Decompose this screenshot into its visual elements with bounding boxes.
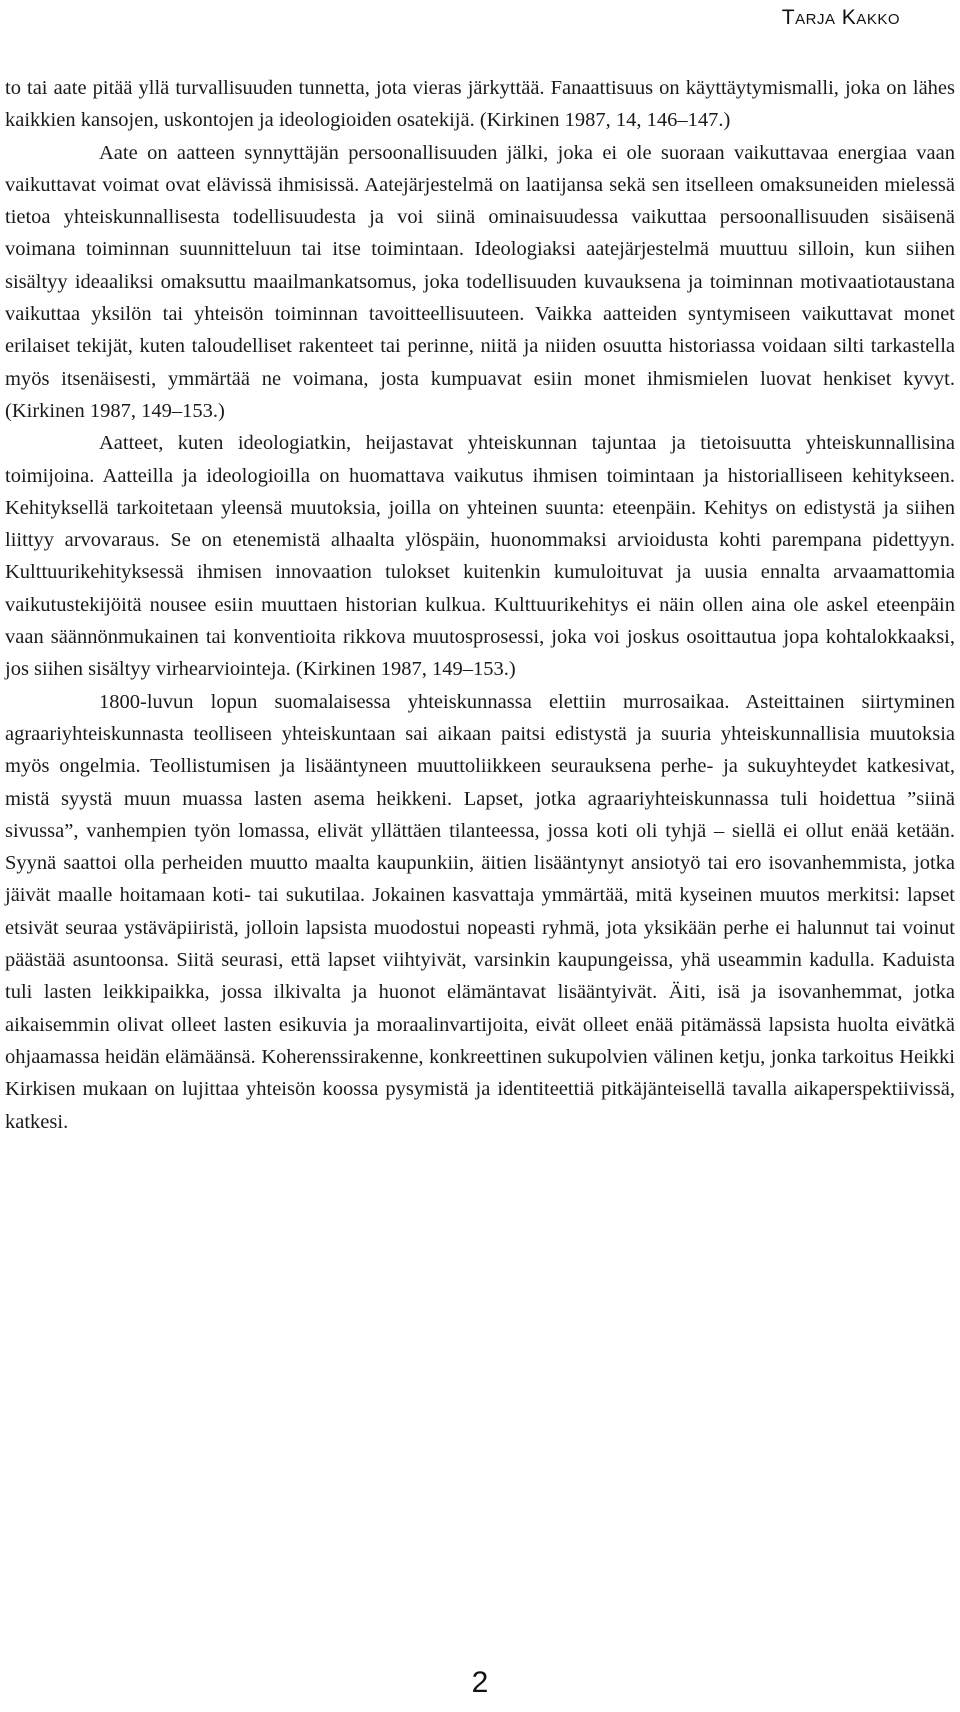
running-head-author: Tarja Kakko xyxy=(781,6,900,29)
body-text xyxy=(5,72,955,1138)
paragraph-4: 1800-luvun lopun suomalaisessa yhteiskunnassa elettiin murrosaikaa. Asteittainen siirtyminen agraariyhteiskunnasta teolliseen yhteiskuntaan sai aikaan paitsi edistystä ja suuria yhteiskunnallisia muutoksia myös ongelmia. Teollistumisen ja lisääntyneen muuttoliikkeen seurauksena perhe- ja sukuyhteydet katkesivat, mistä syystä muun muassa lasten asema heikkeni. Lapset, jotka agraariyhteiskunnassa tuli hoidettua ”siinä sivussa”, vanhempien työn lomassa, elivät yllättäen tilanteessa, jossa koti oli tyhjä – siellä ei ollut enää ketään. Syynä saattoi olla perheiden muutto maalta kaupunkiin, äitien lisääntynyt ansiotyö tai ero isovanhemmista, jotka jäivät maalle hoitamaan koti- tai sukutilaa. Jokainen kasvattaja ymmärtää, mitä kyseinen muutos merkitsi: lapset etsivät seuraa ystäväpiiristä, jolloin lapsista muodostui nopeasti ryhmä, jota yksikään perhe ei halunnut tai voinut päästää asuntoonsa. Siitä seurasi, että lapset viihtyivät, varsinkin kaupungeissa, yhä useammin kadulla. Kaduista tuli lasten leikkipaikka, jossa ilkivalta ja huonot elämäntavat lisääntyivät. Äiti, isä ja isovanhemmat, jotka aikaisemmin olivat olleet lasten esikuvia ja moraalinvartijoita, eivät olleet enää pitämässä lapsista huolta eivätkä ohjaamassa heidän elämäänsä. Koherenssirakenne, konkreettinen sukupolvien välinen ketju, jonka tarkoitus Heikki Kirkisen mukaan on lujittaa yhteisön koossa pysymistä ja identiteettiä pitkäjänteisellä tavalla aikaperspektiivissä, katkesi. xyxy=(5,690,955,1133)
paragraph-1: to tai aate pitää yllä turvallisuuden tunnetta, jota vieras järkyttää. Fanaattisuus on käyttäytymismalli, joka on lähes kaikkien kansojen, uskontojen ja ideologioiden osatekijä. (Kirkinen 1987, 14, 146–147.) xyxy=(5,77,955,132)
page-number: 2 xyxy=(471,1666,489,1699)
paragraph-2: Aate on aatteen synnyttäjän persoonallisuuden jälki, joka ei ole suoraan vaikuttavaa energiaa vaan vaikuttavat voimat ovat elävissä ihmisissä. Aatejärjestelmä on laatijansa sekä sen itselleen omaksuneiden mielessä tietoa yhteiskunnallisesta todellisuudesta ja voi siinä ominaisuudessa vaikuttaa persoonallisuuden sisäisenä voimana toiminnan suunnitteluun tai itse toimintaan. Ideologiaksi aatejärjestelmä muuttuu silloin, kun siihen sisältyy ideaaliksi omaksuttu maailmankatsomus, joka todellisuuden kuvauksena ja toiminnan motivaatiotaustana vaikuttaa yksilön tai yhteisön toiminnan tavoitteellisuuteen. Vaikka aatteiden syntymiseen vaikuttavat monet erilaiset tekijät, kuten taloudelliset rakenteet tai perinne, niitä ja niiden osuutta historiassa voidaan silti tarkastella myös itsenäisesti, ymmärtää ne voimana, josta kumpuavat esiin monet ihmismielen luovat henkiset kyvyt. (Kirkinen 1987, 149–153.) xyxy=(5,141,955,422)
paragraph-3: Aatteet, kuten ideologiatkin, heijastavat yhteiskunnan tajuntaa ja tietoisuutta yhteiskunnallisina toimijoina. Aatteilla ja ideologioilla on huomattava vaikutus ihmisen toimintaan ja historialliseen kehitykseen. Kehityksellä tarkoitetaan yleensä muutoksia, joilla on yhteinen suunta: eteenpäin. Kehitys on edistystä ja siihen liittyy arvovaraus. Se on etenemistä alhaalta ylöspäin, huonommaksi arvioidusta kohti parempana pidettyyn. Kulttuurikehityksessä ihmisen innovaation tulokset kuitenkin kumuloituvat ja uusia ennalta arvaamattomia vaikutustekijöitä nousee esiin muuttaen historian kulkua. Kulttuurikehitys ei näin ollen aina ole askel eteenpäin vaan säännönmukainen tai konventioita rikkova muutosprosessi, joka voi joskus osoittautua jopa kohtalokkaaksi, jos siihen sisältyy virhearviointeja. (Kirkinen 1987, 149–153.) xyxy=(5,432,955,681)
